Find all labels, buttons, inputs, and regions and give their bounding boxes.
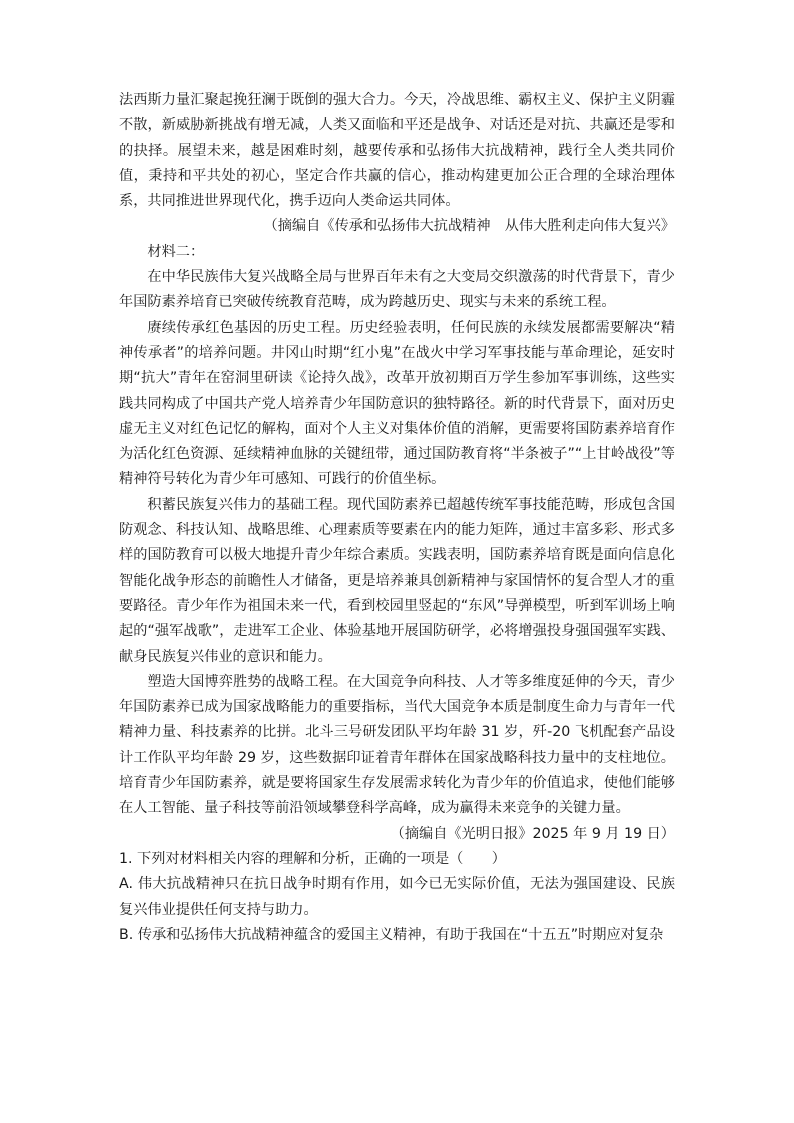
paragraph-conclusion: 法西斯力量汇聚起挽狂澜于既倒的强大合力。今天，冷战思维、霸权主义、保护主义阴霾不散，新威胁新挑战有增无减，人类又面临和平还是战争、对话还是对抗、共赢还是零和的抉择。展望未来，越是困难时刻，越要传承和弘扬伟大抗战精神，践行全人类共同价值，秉持和平共处的初心，坚定合作共赢的信心，推动构建更加公正合理的全球治理体系，共同推进世界现代化，携手迈向人类命运共同体。 [119, 92, 675, 210]
paragraph-foundation: 积蓄民族复兴伟力的基础工程。现代国防素养已超越传统军事技能范畴，形成包含国防观念、科技认知、战略思维、心理素质等要素在内的能力矩阵，通过丰富多彩、形式多样的国防教育可以极大地提升青少年综合素质。实践表明，国防素养培育既是面向信息化智能化战争形态的前瞻性人才储备，更是培养兼具创新精神与家国情怀的复合型人才的重要路径。青少年作为祖国未来一代，看到校园里竖起的“东风”导弹模型，听到军训场上响起的“强军战歌”，走进军工企业、体验基地开展国防研学，必将增强投身强国强军实践、献身民族复兴伟业的意识和能力。 [119, 496, 675, 665]
paragraph-strategy: 塑造大国博弈胜势的战略工程。在大国竞争向科技、人才等多维度延伸的今天，青少年国防素养已成为国家战略能力的重要指标，当代大国竞争本质是制度生命力与青年一代精神力量、科技素养的比拼。北斗三号研发团队平均年龄 31 岁，歼-20 飞机配套产品设计工作队平均年龄 29 岁，这些数据印证着青年群体在国家战略科技力量中的支柱地位。培育青少年国防素养，就是要将国家生存发展需求转化为青少年的价值追求，使他们能够在人工智能、量子科技等前沿领域攀登科学高峰，成为赢得未来竞争的关键力量。 [119, 673, 675, 817]
source-citation-1: （摘编自《传承和弘扬伟大抗战精神 从伟大胜利走向伟大复兴》 [263, 218, 675, 235]
document-page [119, 88, 675, 948]
source-citation-2: （摘编自《光明日报》2025 年 9 月 19 日） [390, 825, 675, 842]
material-two-heading: 材料二： [147, 243, 205, 260]
option-a: A. 伟大抗战精神只在抗日战争时期有作用，如今已无实际价值，无法为强国建设、民族复兴伟业提供任何支持与助力。 [119, 876, 675, 918]
paragraph-intro: 在中华民族伟大复兴战略全局与世界百年未有之大变局交织激荡的时代背景下，青少年国防素养培育已突破传统教育范畴，成为跨越历史、现实与未来的系统工程。 [119, 269, 675, 311]
option-b: B. 传承和弘扬伟大抗战精神蕴含的爱国主义精神，有助于我国在“十五五”时期应对复杂 [119, 926, 664, 943]
question-stem: 1. 下列对材料相关内容的理解和分析，正确的一项是（ ） [119, 850, 506, 867]
paragraph-history: 赓续传承红色基因的历史工程。历史经验表明，任何民族的永续发展都需要解决“精神传承者”的培养问题。井冈山时期“红小鬼”在战火中学习军事技能与革命理论，延安时期“抗大”青年在窑洞里研读《论持久战》，改革开放初期百万学生参加军事训练，这些实践共同构成了中国共产党人培养青少年国防意识的独特路径。新的时代背景下，面对历史虚无主义对红色记忆的解构，面对个人主义对集体价值的消解，更需要将国防素养培育作为活化红色资源、延续精神血脉的关键纽带，通过国防教育将“半条被子”“上甘岭战役”等精神符号转化为青少年可感知、可践行的价值坐标。 [119, 319, 675, 488]
